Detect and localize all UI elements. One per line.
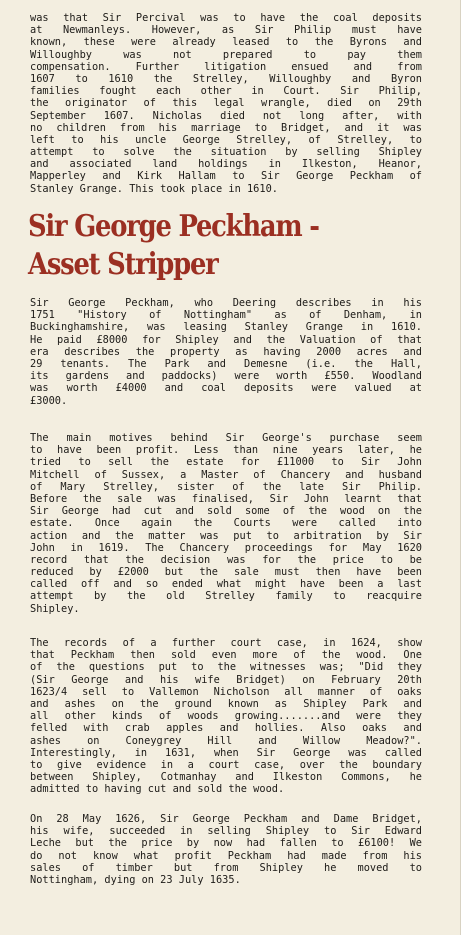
paragraph-strelley-litigation [0,12,468,195]
text-line: to give evidence in a court case, over the boundary [30,758,422,771]
text-line: known, these were already leased to the Byrons and [30,36,422,49]
paragraph-peckham-purchase [0,297,468,407]
heading-line-1: Sir George Peckham - [28,209,319,244]
text-line: Shipley. [30,602,80,615]
text-line: families fought each other in Court. Sir Philip, [30,85,422,98]
text-line: 29 tenants. The Park and Demesne (i.e. the Hall, [30,357,422,370]
text-line: Mapperley and Kirk Hallam to Sir George Peckham of [30,170,422,183]
text-line: (Sir George and his wife Bridget) on February 20th [30,673,422,686]
text-line: attempt to solve the situation by selling Shipley [30,146,422,159]
text-line: the originator of this legal wrangle, died on 29th [30,97,422,110]
text-line: 1607 to 1610 the Strelley, Willoughby and Byron [30,72,422,85]
text-line: The records of a further court case, in 1624, show [30,637,422,649]
heading-line-2: Asset Stripper [28,247,218,282]
text-line: do not know what profit Peckham had made from his [30,849,422,862]
text-line: September 1607. Nicholas died not long after, with [30,109,422,122]
text-line: Stanley Grange. This took place in 1610. [30,182,278,195]
text-line: £3000. [30,394,68,407]
text-line: left to his uncle George Strelley, of Strelley, to [30,133,422,146]
text-line: compensation. Further litigation ensued and from [30,60,422,73]
text-line: Buckinghamshire, was leasing Stanley Grange in 1610. [30,321,422,334]
paragraph-motives-profit [0,432,468,615]
text-line: admitted to having cut and sold the wood. [30,783,285,796]
text-line: of the questions put to the witnesses was; "Did they [30,661,422,674]
section-heading [28,208,355,284]
paragraph-sale-1626 [0,813,468,886]
text-line: Mitchell of Sussex, a Master of Chancery and husband [30,468,422,481]
text-line: era describes the property as having 2000 acres and [30,345,422,358]
text-line: between Shipley, Cotmanhay and Ilkeston Commons, he [30,771,422,784]
text-line: 1623/4 sell to Vallemon Nicholson all manner of oaks [30,685,422,698]
text-line: reduced by £2000 but the sale must then have been [30,566,422,579]
text-line: was that Sir Percival was to have the coal deposits [30,12,422,24]
text-line: record that the decision was for the price to be [30,553,422,566]
paragraph-court-case-1624 [0,637,468,795]
text-line: was worth £4000 and coal deposits were valued at [30,382,422,395]
text-line: no children from his marriage to Bridget, and it was [30,121,422,134]
text-line: and ashes on the ground known as Shipley Park and [30,697,422,710]
text-line: attempt by the old Strelley family to reacquire [30,590,422,603]
text-line: On 28 May 1626, Sir George Peckham and Dame Bridget, [30,813,422,825]
text-line: tried to sell the estate for £11000 to Sir John [30,456,422,469]
text-line: at Newmanleys. However, as Sir Philip must have [30,24,422,37]
text-line: Sir George had cut and sold some of the wood on the [30,505,422,518]
text-line: to have been profit. Less than nine years later, he [30,444,422,457]
text-line: its gardens and paddocks) were worth £550. Woodland [30,370,422,383]
text-line: Willoughby was not prepared to pay them [30,48,422,61]
text-line: and associated land holdings in Ilkeston, Heanor, [30,158,422,171]
text-line: sales of timber but from Shipley he moved to [30,861,422,874]
text-line: The main motives behind Sir George's purchase seem [30,432,422,444]
text-line: estate. Once again the Courts were called into [30,517,422,530]
text-line: of Mary Strelley, sister of the late Sir Philip. [30,480,422,493]
text-line: Sir George Peckham, who Deering describes in his [30,297,422,309]
text-line: Before the sale was finalised, Sir John learnt that [30,492,422,505]
text-line: John in 1619. The Chancery proceedings for May 1620 [30,541,422,554]
text-line: He paid £8000 for Shipley and the Valuation of that [30,333,422,346]
page-edge [460,0,468,935]
text-line: that Peckham then sold even more of the wood. One [30,649,422,662]
text-line: Nottingham, dying on 23 July 1635. [30,873,241,886]
text-line: action and the matter was put to arbitration by Sir [30,529,422,542]
text-line: ashes on Coneygrey Hill and Willow Meadow?". [30,734,422,747]
text-line: Leche but the price by now had fallen to £6100! We [30,837,422,850]
text-line: called off and so ended what might have been a last [30,578,422,591]
text-line: Interestingly, in 1631, when Sir George was called [30,746,422,759]
text-line: all other kinds of woods growing.......and were they [30,710,422,723]
text-line: his wife, succeeded in selling Shipley to Sir Edward [30,825,422,838]
text-line: felled with crab apples and hollies. Also oaks and [30,722,422,735]
text-line: 1751 "History of Nottingham" as of Denham, in [30,309,422,322]
